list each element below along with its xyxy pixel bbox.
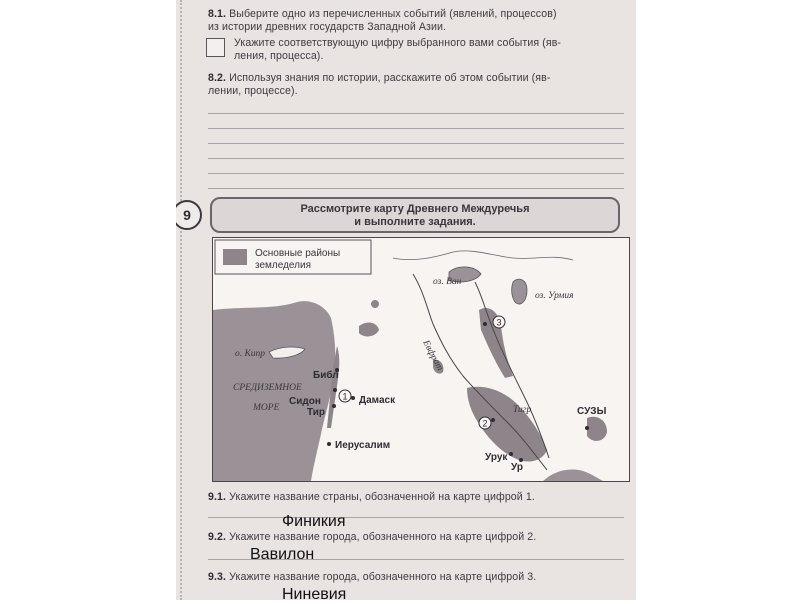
sea-label-line1: СРЕДИЗЕМНОЕ bbox=[233, 383, 302, 393]
question-9-3-text: Укажите название города, обозначенного на карте цифрой 3. bbox=[229, 571, 537, 583]
question-9-3-number: 9.3. bbox=[208, 571, 227, 583]
jerusalem-label: Иерусалим bbox=[335, 440, 391, 451]
euphrates-label: Евфрат bbox=[420, 338, 445, 373]
susa-marker bbox=[585, 426, 589, 430]
syria-farmland bbox=[359, 323, 379, 337]
map-marker-1-label: 1 bbox=[342, 391, 348, 402]
answer-line-9-1[interactable] bbox=[208, 517, 624, 518]
map-svg bbox=[213, 238, 629, 481]
susa-label: СУЗЫ bbox=[577, 406, 607, 417]
answer-line[interactable] bbox=[208, 113, 624, 114]
answer-line[interactable] bbox=[208, 143, 624, 144]
jerusalem-marker bbox=[327, 442, 331, 446]
task-8-1-number: 8.1. bbox=[208, 8, 227, 20]
legend-swatch bbox=[223, 249, 247, 265]
lake-van-label: оз. Ван bbox=[433, 277, 462, 287]
task-8-2-text bbox=[208, 72, 550, 85]
question-9-1-number: 9.1. bbox=[208, 491, 227, 503]
perforation-line bbox=[180, 0, 183, 600]
task-8-1-line1: Выберите одно из перечисленных событий (явлений, процессов) bbox=[229, 8, 557, 20]
task-8-2-number: 8.2. bbox=[208, 72, 227, 84]
answer-9-1: Финикия bbox=[282, 513, 346, 530]
lake-urmia bbox=[512, 279, 527, 304]
byblos-label: Библ bbox=[313, 370, 339, 381]
question-9-3 bbox=[208, 571, 536, 584]
answer-line[interactable] bbox=[208, 158, 624, 159]
question-9-1 bbox=[208, 491, 535, 504]
task-9-banner-line2: и выполните задания. bbox=[354, 216, 476, 228]
tyre-label: Тир bbox=[307, 407, 325, 418]
tyre-marker bbox=[332, 404, 336, 408]
legend-line2: земледелия bbox=[255, 260, 311, 271]
babylon-marker bbox=[491, 418, 495, 422]
task-8-1-instruction-line2: ления, процесса). bbox=[234, 50, 324, 62]
answer-9-3: Ниневия bbox=[282, 586, 347, 603]
task-8-1-text bbox=[208, 8, 628, 21]
sidon-marker bbox=[333, 388, 337, 392]
task-9-banner bbox=[210, 197, 620, 233]
uruk-marker bbox=[509, 452, 513, 456]
mesopotamia-map bbox=[212, 237, 630, 482]
map-marker-3-label: 3 bbox=[496, 317, 502, 328]
damascus-marker bbox=[351, 396, 355, 400]
question-9-2-text: Укажите название города, обозначенного на карте цифрой 2. bbox=[229, 531, 537, 543]
question-9-2-number: 9.2. bbox=[208, 531, 227, 543]
worksheet-page bbox=[176, 0, 636, 600]
answer-line[interactable] bbox=[208, 173, 624, 174]
answer-line[interactable] bbox=[208, 188, 624, 189]
persian-gulf bbox=[543, 469, 603, 481]
answer-line[interactable] bbox=[208, 128, 624, 129]
uruk-label: Урук bbox=[485, 452, 508, 463]
nineveh-marker bbox=[483, 322, 487, 326]
question-9-2 bbox=[208, 531, 536, 544]
legend-line1: Основные районы bbox=[255, 248, 341, 259]
task-8-2-line1: Используя знания по истории, расскажите об этом событии (яв- bbox=[229, 72, 551, 84]
question-9-1-text: Укажите название страны, обозначенной на карте цифрой 1. bbox=[229, 491, 535, 503]
task-9-banner-line1: Рассмотрите карту Древнего Междуречья bbox=[300, 203, 530, 215]
task-8-1-instruction-line1: Укажите соответствующую цифру выбранного вами события (яв- bbox=[234, 37, 562, 49]
border-line bbox=[393, 251, 573, 260]
task-8-2-line2: лении, процессе). bbox=[208, 85, 298, 97]
task-9-number: 9 bbox=[176, 200, 202, 230]
damascus-label: Дамаск bbox=[359, 395, 396, 406]
ur-label: Ур bbox=[511, 462, 523, 473]
map-marker-2-label: 2 bbox=[482, 418, 488, 429]
answer-checkbox[interactable] bbox=[206, 38, 225, 57]
cyprus-label: о. Кипр bbox=[235, 349, 266, 359]
sea-label-line2: МОРЕ bbox=[253, 403, 280, 413]
tigris-label: Тигр bbox=[513, 405, 532, 415]
sidon-label: Сидон bbox=[289, 396, 321, 407]
lake-urmia-label: оз. Урмия bbox=[535, 291, 574, 301]
elam-farmland bbox=[587, 417, 607, 441]
task-8-1-line2: из истории древних государств Западной Азии. bbox=[208, 21, 447, 33]
farmland-spot bbox=[371, 300, 379, 308]
answer-9-2: Вавилон bbox=[250, 546, 315, 563]
